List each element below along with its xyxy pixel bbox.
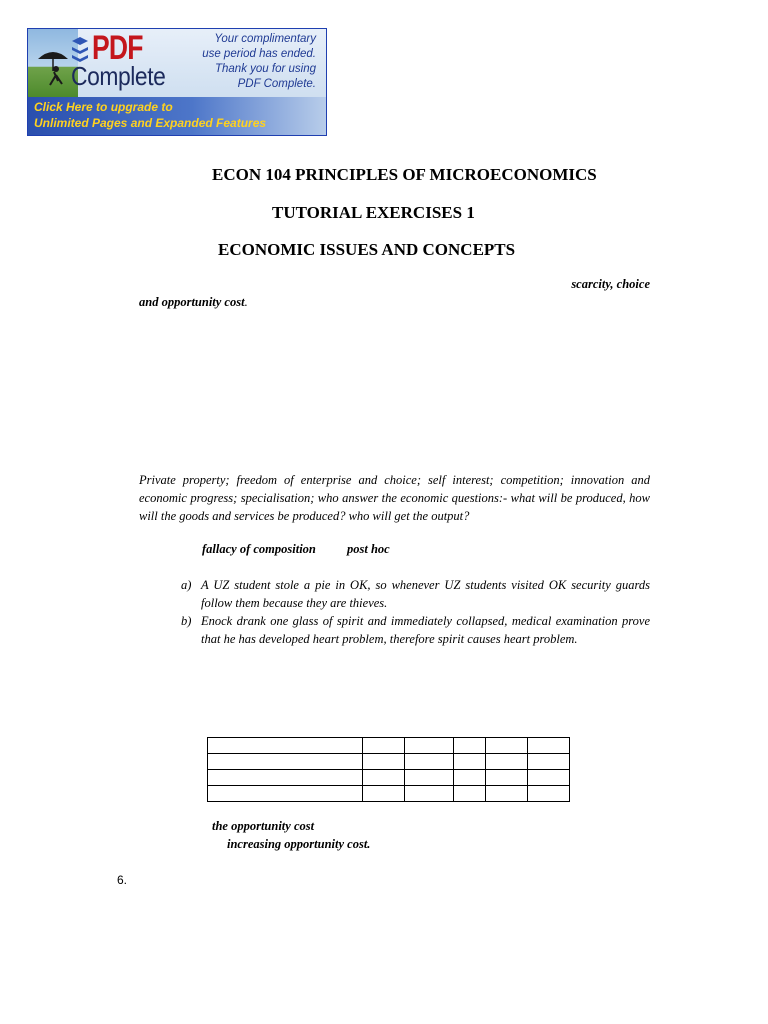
trial-message-line: Thank you for using [214,63,316,75]
question-fragment-line [139,295,248,310]
table-row [208,754,570,770]
table-cell [363,786,405,802]
question-fragment: scarcity, choice [571,277,650,291]
table-cell [486,770,528,786]
table-cell [405,754,454,770]
table-cell [363,754,405,770]
logo-pdf-text: PDF [92,29,143,67]
table-cell [208,738,363,754]
table-cell [363,770,405,786]
data-table [207,737,570,802]
table-cell [528,786,570,802]
increasing-cost-phrase: increasing opportunity cost. [227,837,371,851]
table-row [208,770,570,786]
concept-paragraph: Private property; freedom of enterprise and choice; self interest; competition; innovation and economic progress; specialisation; who answer the economic questions:- what will be produced, how will the goods and services be produced? who will get the output? [139,473,650,523]
table-cell [454,738,486,754]
table-cell [486,738,528,754]
table-cell [486,786,528,802]
table-cell [454,754,486,770]
table-cell [208,770,363,786]
question-fragment: and opportunity cost [139,295,245,309]
section-heading: ECONOMIC ISSUES AND CONCEPTS [218,240,516,259]
table-cell [486,754,528,770]
table-cell [405,738,454,754]
list-item-text: Enock drank one glass of spirit and immediately collapsed, medical examination prove that he has developed heart problem, therefore spirit causes heart problem. [201,614,650,646]
banner-header [28,29,326,97]
document-subtitle: TUTORIAL EXERCISES 1 [272,203,475,222]
fragment-period: . [244,295,248,309]
table-cell [208,786,363,802]
list-marker: a) [181,578,192,592]
table-cell [405,770,454,786]
trial-message-line: PDF Complete. [237,78,316,90]
table-cell [528,754,570,770]
list-item [181,576,650,612]
list-item-text: A UZ student stole a pie in OK, so whenever UZ students visited OK security guards follow them because they are thieves. [201,578,650,610]
upgrade-link-area[interactable] [28,97,326,136]
table-cell [528,770,570,786]
logo-complete-text: Complete [71,61,166,91]
term-post-hoc: post hoc [347,542,390,556]
trial-message [202,32,316,92]
table-cell [208,754,363,770]
trial-message-line: use period has ended. [202,48,316,60]
list-marker: b) [181,614,192,628]
table-cell [405,786,454,802]
document-title: ECON 104 PRINCIPLES OF MICROECONOMICS [212,165,597,184]
item-number: 6. [117,873,128,887]
term-fallacy: fallacy of composition [202,542,316,556]
upgrade-link[interactable]: Unlimited Pages and Expanded Features [34,116,267,130]
table-cell [363,738,405,754]
table-cell [528,738,570,754]
table-row [208,738,570,754]
umbrella-figure-icon [34,47,72,87]
table-cell [454,770,486,786]
table-row [208,786,570,802]
table-cell [454,786,486,802]
trial-message-line: Your complimentary [214,33,316,45]
list-item [181,612,650,648]
upgrade-link[interactable]: Click Here to upgrade to [34,100,173,114]
opportunity-cost-phrase: the opportunity cost [212,819,315,833]
upgrade-banner[interactable] [27,28,327,136]
